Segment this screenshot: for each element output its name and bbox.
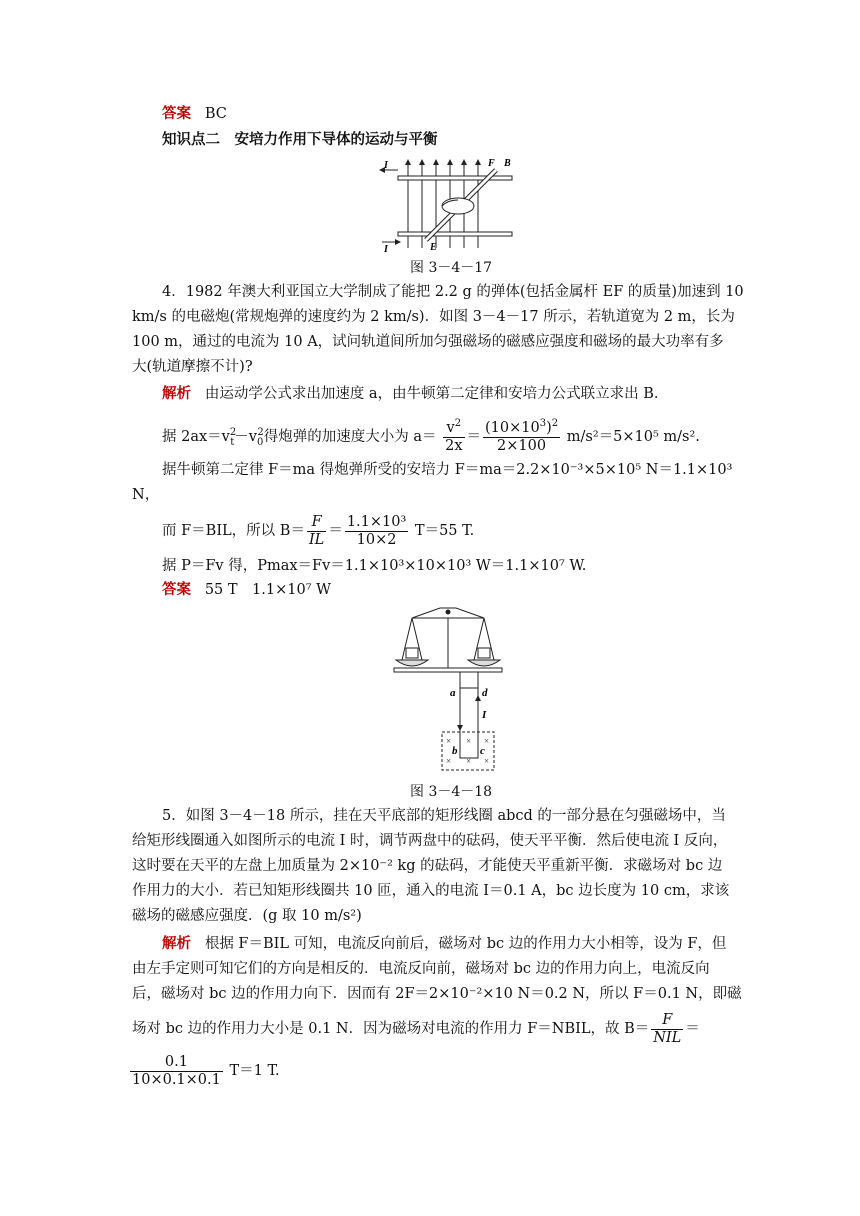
- sol4-eq1: 据 $2ax=v^2_t-v_0^2$得炮弹的加速度大小为 a＝ $\frac{v^2}{2x}$ ＝ $\frac{(10\times 10^3)^2}{2\times 100}$ m/s²＝5×10⁵ m/s².: [162, 417, 700, 454]
- eq3-pre: 而 F＝BIL，所以 B＝: [162, 523, 305, 539]
- sol4-intro: 由运动学公式求出加速度 a，由牛顿第二定律和安培力公式联立求出 B.: [204, 386, 659, 402]
- eq3-frac1: $\frac{F}{IL}$: [308, 513, 325, 548]
- sol5-line4-text: 场对 bc 边的作用力大小是 0.1 N．因为磁场对电流的作用力 F＝NBIL，故 B＝: [132, 1021, 650, 1037]
- q4-line2: km/s 的电磁炮(常规炮弹的速度约为 2 km/s)．如图 3－4－17 所示，若轨道宽为 2 m，长为: [132, 309, 735, 325]
- label-I: I: [482, 709, 487, 721]
- label-d: d: [482, 687, 488, 699]
- eq1-pre: 据 2ax＝v: [162, 429, 230, 445]
- sol5-frac1: $\frac{F}{\text{NIL}}$: [653, 1011, 682, 1046]
- label-B: B: [504, 158, 511, 169]
- q5-line1: 5．如图 3－4－18 所示，挂在天平底部的矩形线圈 abcd 的一部分悬在匀强磁场中，当: [162, 808, 726, 824]
- answer-value: BC: [204, 106, 227, 122]
- eq3-post: T＝55 T.: [410, 523, 475, 539]
- sol4-eq2-line1: 据牛顿第二定律 F＝ma 得炮弹所受的安培力 F＝ma＝2.2×10⁻³×5×10⁵ N＝1.1×10³: [162, 462, 733, 478]
- q4-line3: 100 m，通过的电流为 10 A，试问轨道间所加匀强磁场的磁感应强度和磁场的最大功率有多: [132, 334, 724, 350]
- sol5-line1-wrap: [162, 934, 726, 954]
- answer4-label: 答案: [162, 581, 191, 598]
- sol5-line1: 根据 F＝BIL 可知，电流反向前后，磁场对 bc 边的作用力大小相等，设为 F，但: [204, 936, 727, 952]
- svg-text:×: ×: [466, 756, 472, 766]
- svg-text:×: ×: [446, 756, 452, 766]
- svg-text:×: ×: [466, 736, 472, 746]
- sol4-intro-line: [162, 384, 658, 404]
- svg-text:×: ×: [484, 736, 490, 746]
- current-label-top: I: [384, 160, 388, 171]
- answer4-value: 55 T 1.1×10⁷ W: [204, 582, 332, 598]
- sol4-eq3: 而 F＝BIL，所以 B＝ $\frac{F}{IL}$ ＝ $\frac{\text{1.1×10³}}{10\times 2}$ T＝55 T.: [162, 513, 475, 548]
- sol5-frac2: $\frac{0.1}{10\times 0.1\times 0.1}$: [132, 1053, 221, 1088]
- figure-caption-18: 图 3－4－18: [410, 784, 493, 800]
- q4-line4: 大(轨道摩擦不计)?: [132, 359, 253, 375]
- sol5-line5-post: T＝1 T.: [224, 1063, 280, 1079]
- figure-rails-diagram: [378, 156, 518, 252]
- label-c: c: [480, 745, 485, 757]
- answer-label: 答案: [162, 105, 191, 122]
- label-E: E: [430, 242, 437, 252]
- eq3-frac2: $\frac{\text{1.1×10³}}{10\times 2}$: [346, 513, 407, 548]
- eq1-frac2: $\frac{(10\times 10^3)^2}{2\times 100}$: [485, 417, 559, 454]
- figure-caption-17: 图 3－4－17: [410, 260, 493, 276]
- eq1-frac1: $\frac{v^2}{2x}$: [445, 417, 463, 454]
- sol4-eq4: 据 P＝Fv 得，Pmax＝Fv＝1.1×10³×10×10³ W＝1.1×10⁷ W.: [162, 558, 587, 574]
- section-title: 知识点二 安培力作用下导体的运动与平衡: [162, 131, 438, 148]
- answer-line: [162, 104, 227, 124]
- sol5-label: 解析: [162, 935, 191, 952]
- svg-text:×: ×: [446, 736, 452, 746]
- label-a: a: [450, 687, 456, 699]
- q4-line1: 4．1982 年澳大利亚国立大学制成了能把 2.2 g 的弹体(包括金属杆 EF 的质量)加速到 10: [162, 284, 744, 300]
- current-label-bottom: I: [384, 244, 388, 252]
- figure-balance-diagram: [392, 604, 504, 774]
- sol4-eq2-line2: N，: [132, 487, 160, 503]
- q5-line4: 作用力的大小．若已知矩形线圈共 10 匝，通入的电流 I＝0.1 A，bc 边长度为 10 cm，求该: [132, 883, 730, 899]
- q5-line3: 这时要在天平的左盘上加质量为 2×10⁻² kg 的砝码，才能使天平重新平衡．求磁场对 bc 边: [132, 858, 723, 874]
- sol5-line4: 场对 bc 边的作用力大小是 0.1 N．因为磁场对电流的作用力 F＝NBIL，故 B＝ $\frac{F}{\text{NIL}}$ ＝: [132, 1011, 700, 1046]
- label-b: b: [452, 745, 458, 757]
- eq1-post: m/s²＝5×10⁵ m/s².: [566, 429, 700, 445]
- sol5-line3: 后，磁场对 bc 边的作用力向下．因而有 2F＝2×10⁻²×10 N＝0.2 N，所以 F＝0.1 N，即磁: [132, 986, 742, 1002]
- q5-line5: 磁场的磁感应强度．(g 取 10 m/s²): [132, 908, 362, 924]
- answer4-line: [162, 580, 331, 600]
- sol5-line2: 由左手定则可知它们的方向是相反的．电流反向前，磁场对 bc 边的作用力向上，电流反向: [132, 961, 710, 977]
- sol5-line5: [128, 1052, 280, 1090]
- sol4-label: 解析: [162, 385, 191, 402]
- eq1-mid: 得炮弹的加速度大小为 a＝: [263, 429, 437, 445]
- label-F: F: [488, 158, 495, 169]
- svg-text:×: ×: [484, 756, 490, 766]
- q5-line2: 给矩形线圈通入如图所示的电流 I 时，调节两盘中的砝码，使天平平衡．然后使电流 I 反向，: [132, 833, 728, 849]
